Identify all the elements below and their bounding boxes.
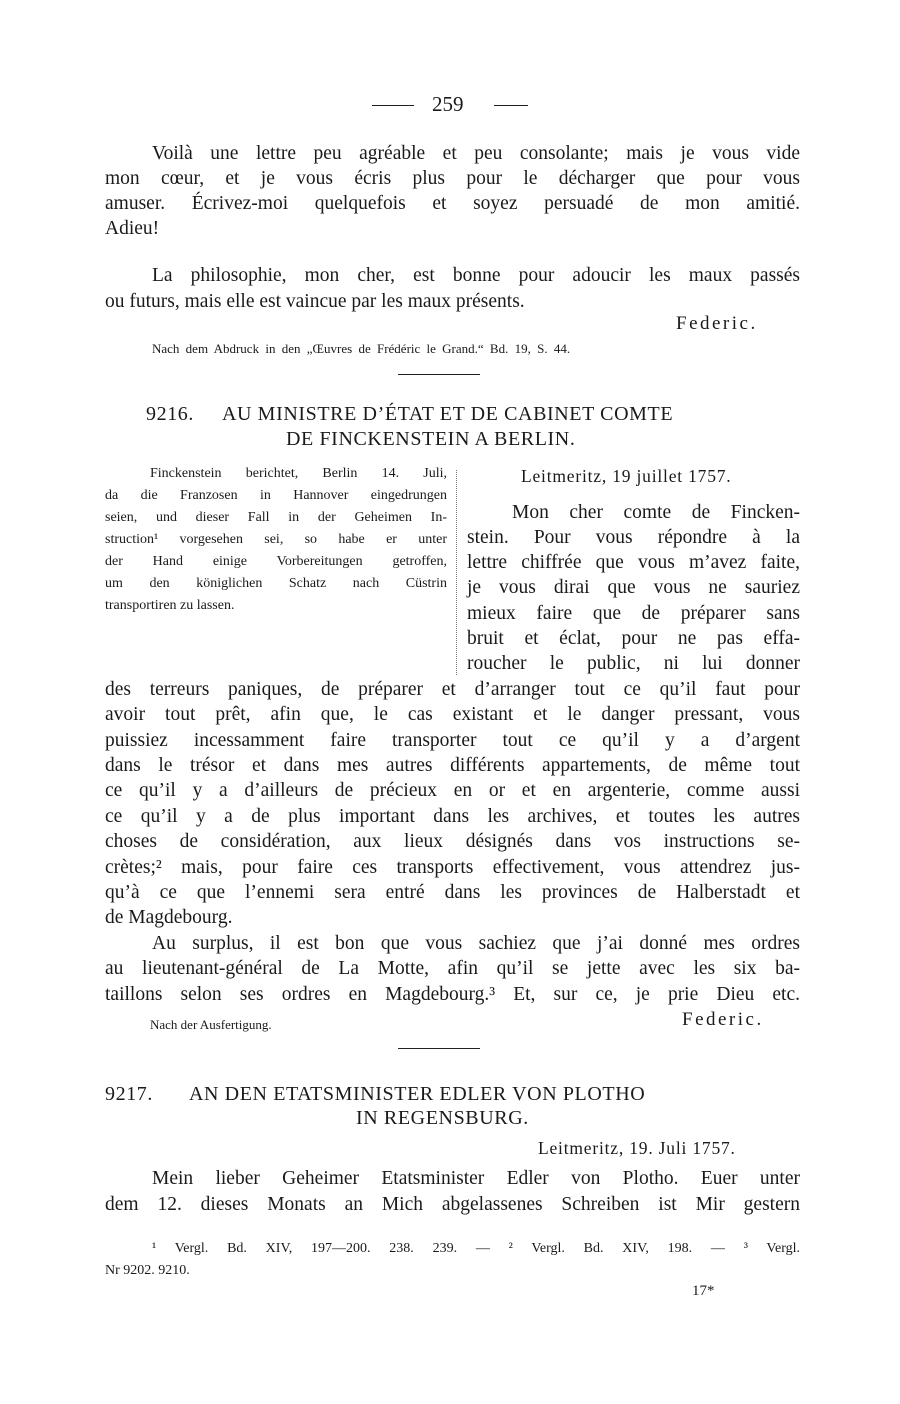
postscript-line: ou futurs, mais elle est vaincue par les maux présents.	[105, 291, 525, 312]
body-line: Au surplus, il est bon que vous sachiez que j’ai donné mes ordres	[152, 933, 800, 954]
letter-line: Mon cher comte de Fincken-	[512, 502, 800, 523]
body-line: ce qu’il y a d’ailleurs de précieux en or et en argenterie, comme aussi	[105, 780, 800, 801]
column-separator	[456, 470, 457, 675]
dateline: Leitmeritz, 19. Juli 1757.	[538, 1138, 736, 1158]
letter-heading-line2: DE FINCKENSTEIN A BERLIN.	[286, 428, 576, 450]
section-divider	[398, 374, 480, 375]
letter-heading: AU MINISTRE D’ÉTAT ET DE CABINET COMTE	[222, 403, 674, 425]
summary-note-line: transportiren zu lassen.	[105, 598, 235, 613]
body-line: ce qu’il y a de plus important dans les archives, et toutes les autres	[105, 806, 800, 827]
letter-line: stein. Pour vous répondre à la	[467, 527, 800, 548]
letter-line: lettre chiffrée que vous m’avez faite,	[467, 552, 800, 573]
signature-mark: 17*	[692, 1283, 715, 1299]
body-line: amuser. Écrivez-moi quelquefois et soyez persuadé de mon amitié.	[105, 193, 800, 214]
source-note: Nach dem Abdruck in den „Œuvres de Frédéric le Grand.“ Bd. 19, S. 44.	[152, 341, 571, 356]
body-line: de Magdebourg.	[105, 907, 233, 928]
letter-heading: AN DEN ETATSMINISTER EDLER VON PLOTHO	[189, 1083, 646, 1105]
summary-note-line: um den königlichen Schatz nach Cüstrin	[105, 576, 447, 591]
summary-note-line: der Hand einige Vorbereitungen getroffen,	[105, 554, 447, 569]
signature: Federic.	[676, 313, 758, 334]
dateline: Leitmeritz, 19 juillet 1757.	[521, 466, 732, 486]
body-line: qu’à ce que l’ennemi sera entré dans les provinces de Halberstadt et	[105, 882, 800, 903]
letter-line: je vous dirai que vous ne sauriez	[467, 577, 800, 598]
body-line: taillons selon ses ordres en Magdebourg.³ Et, sur ce, je prie Dieu etc.	[105, 984, 800, 1005]
letter-line: bruit et éclat, pour ne pas effa-	[467, 628, 800, 649]
body-line: crètes;² mais, pour faire ces transports effectivement, vous attendrez jus-	[105, 857, 800, 878]
header-rule-right	[494, 105, 528, 106]
body-line: avoir tout prêt, afin que, le cas existant et le danger pressant, vous	[105, 704, 800, 725]
source-note: Nach der Ausfertigung.	[150, 1017, 272, 1032]
header-rule-left	[372, 105, 414, 106]
body-line: mon cœur, et je vous écris plus pour le décharger que pour vous	[105, 168, 800, 189]
summary-note-line: da die Franzosen in Hannover eingedrungen	[105, 488, 447, 503]
body-line: dem 12. dieses Monats an Mich abgelassenes Schreiben ist Mir gestern	[105, 1194, 800, 1215]
body-line: Mein lieber Geheimer Etatsminister Edler von Plotho. Euer unter	[152, 1168, 800, 1189]
body-line: Voilà une lettre peu agréable et peu consolante; mais je vous vide	[152, 143, 800, 164]
summary-note-line: struction¹ vorgesehen sei, so habe er unter	[105, 532, 447, 547]
body-line: dans le trésor et dans mes autres différents appartements, de même tout	[105, 755, 800, 776]
body-line: puissiez incessamment faire transporter tout ce qu’il y a d’argent	[105, 730, 800, 751]
summary-note-line: seien, und dieser Fall in der Geheimen In-	[105, 510, 447, 525]
footnote-line: Nr 9202. 9210.	[105, 1263, 190, 1278]
body-line: choses de considération, aux lieux désignés dans vos instructions se-	[105, 831, 800, 852]
letter-line: mieux faire que de préparer sans	[467, 603, 800, 624]
letter-line: roucher le public, ni lui donner	[467, 653, 800, 674]
signature: Federic.	[682, 1009, 764, 1030]
section-divider	[398, 1048, 480, 1049]
footnote-line: ¹ Vergl. Bd. XIV, 197—200. 238. 239. — ² Vergl. Bd. XIV, 198. — ³ Vergl.	[152, 1241, 800, 1256]
summary-note-line: Finckenstein berichtet, Berlin 14. Juli,	[150, 466, 447, 481]
postscript-line: La philosophie, mon cher, est bonne pour adoucir les maux passés	[152, 265, 800, 286]
body-line: des terreurs paniques, de préparer et d’arranger tout ce qu’il faut pour	[105, 679, 800, 700]
body-line: Adieu!	[105, 218, 160, 239]
body-line: au lieutenant-général de La Motte, afin qu’il se jette avec les six ba-	[105, 958, 800, 979]
letter-heading-line2: IN REGENSBURG.	[356, 1107, 529, 1129]
document-number: 9217.	[105, 1083, 153, 1105]
page-number: 259	[432, 92, 464, 116]
document-number: 9216.	[146, 403, 194, 425]
